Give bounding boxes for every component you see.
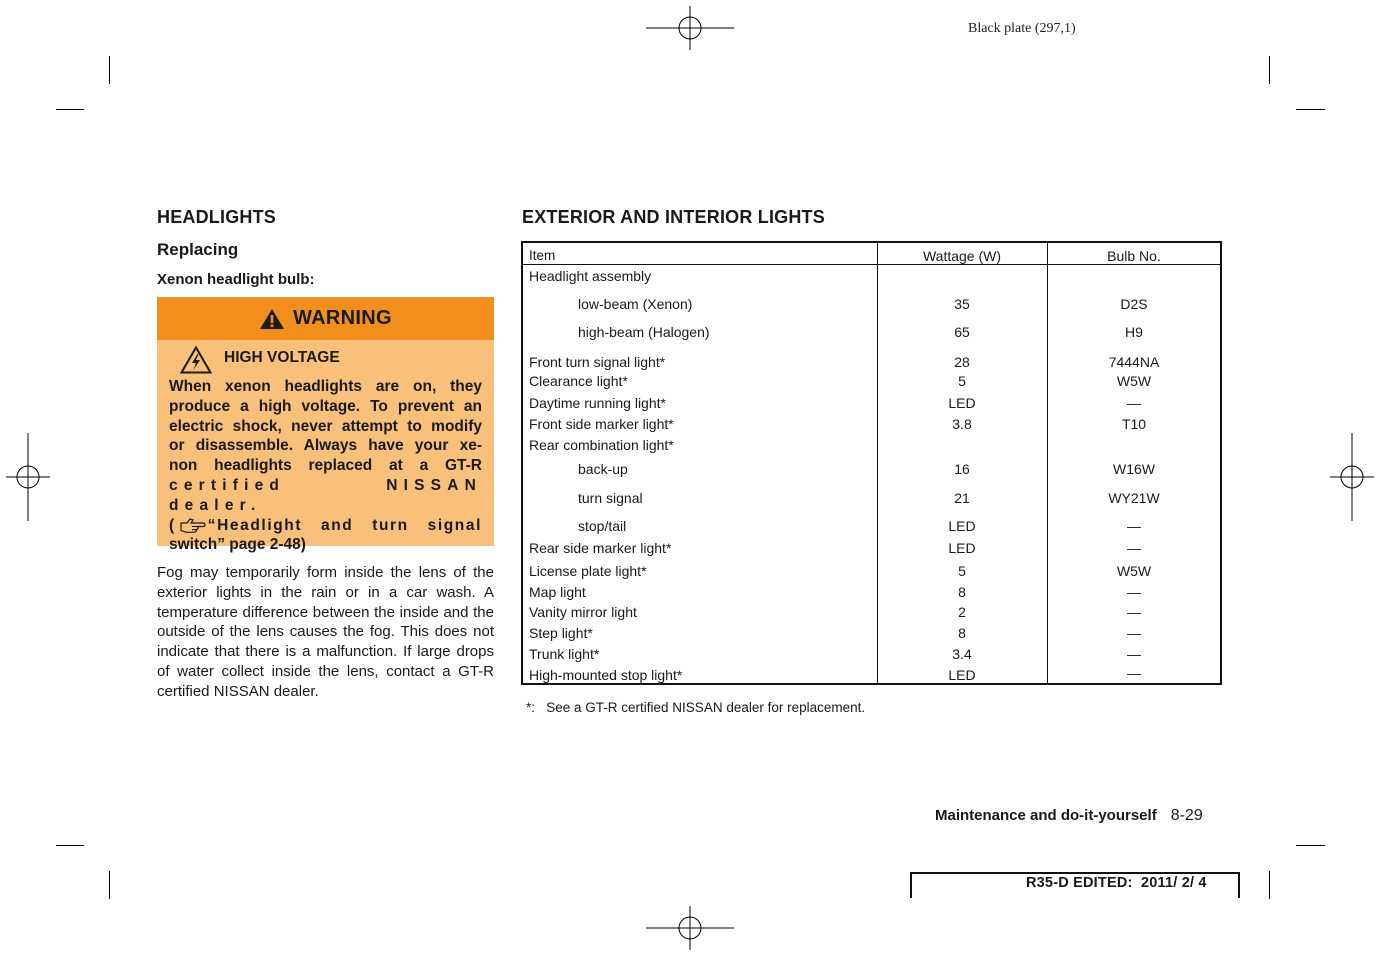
- hazard-title: HIGH VOLTAGE: [224, 349, 340, 366]
- table-cell-bulb: 7444NA: [1108, 354, 1160, 370]
- table-header-bulb: Bulb No.: [1107, 248, 1161, 264]
- subheading-xenon-bulb: Xenon headlight bulb:: [157, 271, 315, 288]
- table-cell-wattage: 35: [954, 296, 970, 312]
- registration-mark-bottom: [646, 906, 734, 950]
- table-cell-bulb: —: [1127, 604, 1141, 620]
- table-cell-wattage: 3.4: [952, 646, 972, 662]
- table-cell-wattage: 2: [958, 604, 966, 620]
- table-cell-wattage: LED: [948, 395, 976, 411]
- registration-mark-top: [646, 6, 734, 50]
- table-cell-wattage: 65: [954, 324, 970, 340]
- table-header-divider: [523, 264, 1220, 265]
- table-cell-bulb: —: [1127, 646, 1141, 662]
- table-cell-bulb: —: [1127, 395, 1141, 411]
- table-cell-bulb: T10: [1121, 416, 1147, 432]
- table-divider: [1047, 243, 1048, 683]
- table-cell-bulb: W5W: [1116, 563, 1152, 579]
- table-cell-item: Daytime running light*: [529, 395, 666, 411]
- pointing-hand-icon: [180, 517, 206, 533]
- plate-label: Black plate (297,1): [968, 21, 1076, 36]
- table-cell-item: High-mounted stop light*: [529, 667, 683, 683]
- table-cell-item: Front side marker light*: [529, 416, 674, 432]
- warning-triangle-icon: [259, 308, 285, 330]
- table-cell-item: Clearance light*: [529, 373, 628, 389]
- warning-line: non headlights replaced at a GT-R: [169, 457, 482, 475]
- table-cell-item: back-up: [578, 461, 628, 477]
- table-cell-bulb: WY21W: [1108, 490, 1160, 506]
- table-cell-bulb: —: [1127, 540, 1141, 556]
- crop-mark: [56, 845, 84, 846]
- warning-line-reference: [169, 516, 482, 536]
- table-cell-wattage: LED: [948, 518, 976, 534]
- table-cell-wattage: 3.8: [952, 416, 972, 432]
- crop-mark: [1269, 56, 1270, 84]
- table-cell-item: turn signal: [578, 490, 643, 506]
- warning-line: certified NISSAN dealer.: [169, 476, 482, 514]
- section-heading-headlights: HEADLIGHTS: [157, 207, 276, 227]
- table-cell-item: stop/tail: [578, 518, 627, 534]
- crop-mark: [1296, 845, 1325, 846]
- table-cell-item: high-beam (Halogen): [578, 324, 710, 340]
- table-cell-wattage: 21: [954, 490, 970, 506]
- page-footer: [935, 807, 1203, 825]
- reference-link[interactable]: “Headlight and turn signal: [207, 516, 482, 534]
- table-cell-wattage: 8: [958, 584, 966, 600]
- high-voltage-icon: [180, 346, 212, 374]
- table-cell-item: License plate light*: [529, 563, 647, 579]
- table-footnote: *: See a GT-R certified NISSAN dealer for replacement.: [526, 700, 866, 715]
- section-heading-lights: EXTERIOR AND INTERIOR LIGHTS: [522, 207, 825, 227]
- table-cell-item: Trunk light*: [529, 646, 600, 662]
- table-cell-item: Headlight assembly: [529, 268, 652, 284]
- warning-line: When xenon headlights are on, they: [169, 378, 482, 395]
- warning-title: WARNING: [293, 307, 392, 329]
- table-cell-wattage: 5: [958, 563, 966, 579]
- table-cell-item: Rear side marker light*: [529, 540, 672, 556]
- warning-header: [157, 297, 494, 340]
- crop-mark: [109, 56, 110, 84]
- table-cell-wattage: LED: [948, 540, 976, 556]
- open-paren: (: [169, 516, 176, 534]
- crop-mark: [56, 109, 84, 110]
- registration-mark-left: [6, 433, 50, 521]
- table-cell-item: Step light*: [529, 625, 593, 641]
- table-header-wattage: Wattage (W): [922, 248, 1002, 264]
- table-cell-bulb: W5W: [1116, 373, 1152, 389]
- table-cell-item: Front turn signal light*: [529, 354, 666, 370]
- table-cell-bulb: —: [1127, 584, 1141, 600]
- table-cell-bulb: H9: [1125, 324, 1143, 340]
- crop-mark: [109, 871, 110, 899]
- crop-mark: [1269, 871, 1270, 899]
- crop-mark: [1296, 109, 1325, 110]
- table-cell-bulb: —: [1127, 665, 1141, 681]
- warning-line: switch” page 2-48): [169, 536, 306, 554]
- warning-line: produce a high voltage. To prevent an: [169, 397, 482, 415]
- table-cell-bulb: —: [1127, 518, 1141, 534]
- table-cell-item: low-beam (Xenon): [578, 296, 693, 312]
- table-cell-wattage: 28: [954, 354, 970, 370]
- table-cell-wattage: 5: [958, 373, 966, 389]
- warning-line: electric shock, never attempt to modify: [169, 417, 482, 435]
- table-cell-bulb: W16W: [1113, 461, 1155, 477]
- table-cell-item: Rear combination light*: [529, 437, 674, 453]
- fog-paragraph: Fog may temporarily form inside the lens of the exterior lights in the rain or in a car wash. A temperature difference between the inside and the outside of the lens causes the fog. This does not indicate that there is a malfunction. If large drops of water collect inside the lens, contact a GT-R certified NISSAN dealer.: [157, 564, 494, 700]
- warning-line: or disassemble. Always have your xe-: [169, 437, 482, 455]
- footer-section: Maintenance and do-it-yourself: [935, 807, 1157, 824]
- subheading-replacing: Replacing: [157, 240, 239, 259]
- registration-mark-right: [1330, 433, 1374, 521]
- table-cell-item: Vanity mirror light: [529, 604, 637, 620]
- warning-text: [169, 377, 482, 555]
- page-number: 8-29: [1170, 807, 1203, 824]
- table-cell-wattage: 8: [958, 625, 966, 641]
- table-cell-bulb: D2S: [1120, 296, 1148, 312]
- edited-stamp: R35-D EDITED: 2011/ 2/ 4: [1026, 875, 1207, 891]
- table-cell-wattage: LED: [948, 667, 976, 683]
- table-cell-bulb: —: [1127, 625, 1141, 641]
- table-cell-item: Map light: [529, 584, 586, 600]
- table-cell-wattage: 16: [954, 461, 970, 477]
- table-header-item: Item: [529, 248, 556, 263]
